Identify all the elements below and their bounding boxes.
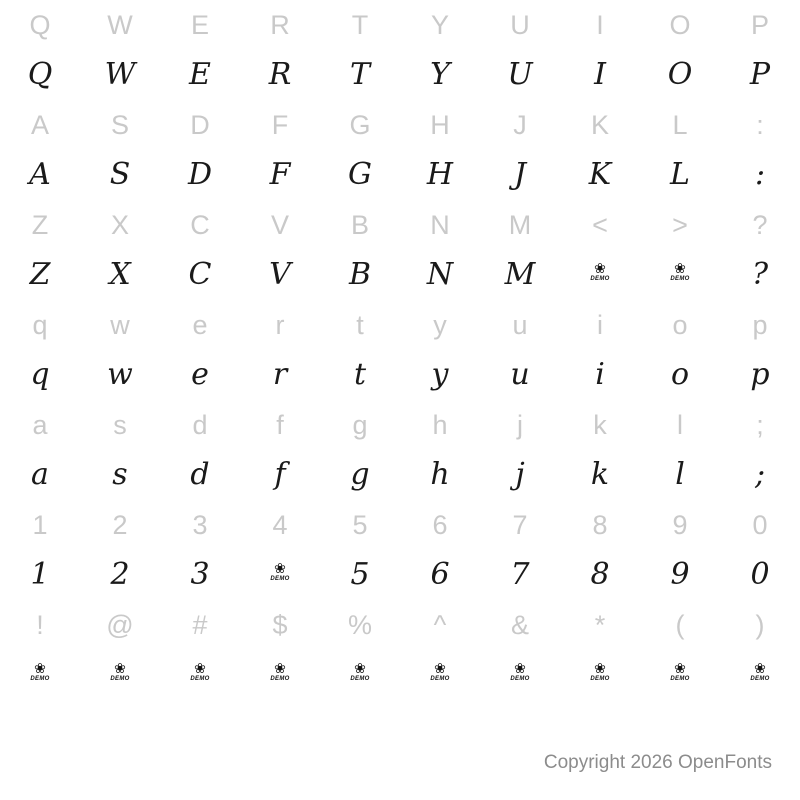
key-label: S — [110, 109, 129, 140]
glyph-sample: ; — [754, 457, 766, 492]
glyph-sample: y — [431, 357, 449, 392]
key-label: Z — [31, 209, 49, 240]
demo-stamp-label: DEMO — [190, 676, 210, 682]
demo-stamp-icon — [400, 650, 480, 700]
key-label: 1 — [32, 509, 48, 540]
key-label: p — [752, 309, 768, 340]
key-label: C — [190, 209, 210, 240]
demo-ornament-icon: ❀ — [274, 661, 286, 677]
glyph-sample: P — [749, 57, 771, 92]
glyph-sample: H — [426, 157, 454, 192]
demo-ornament-icon: ❀ — [594, 261, 606, 277]
key-label: g — [352, 409, 368, 440]
demo-stamp — [108, 662, 132, 688]
demo-ornament-icon: ❀ — [674, 661, 686, 677]
key-label: 2 — [112, 509, 128, 540]
demo-stamp-label: DEMO — [750, 676, 770, 682]
glyph-sample: t — [353, 357, 367, 392]
glyph-sample: ? — [751, 257, 769, 292]
demo-stamp-label: DEMO — [110, 676, 130, 682]
key-label-row — [0, 100, 800, 150]
demo-stamp — [428, 662, 452, 688]
key-label: y — [433, 309, 447, 340]
demo-ornament-icon: ❀ — [194, 661, 206, 677]
demo-stamp-icon — [480, 650, 560, 700]
demo-stamp — [668, 662, 692, 688]
glyph-sample: 6 — [430, 557, 450, 592]
demo-stamp — [268, 662, 292, 688]
glyph-sample: 7 — [510, 557, 530, 592]
demo-stamp-icon — [640, 250, 720, 300]
glyph-sample: w — [107, 357, 133, 392]
key-label: L — [672, 109, 688, 140]
key-label: t — [356, 309, 364, 340]
glyph-sample: Y — [430, 57, 450, 92]
key-label: T — [351, 9, 369, 40]
glyph-sample: l — [675, 457, 685, 492]
glyph-sample: 5 — [350, 557, 370, 592]
key-label: 8 — [592, 509, 608, 540]
demo-stamp-icon — [640, 650, 720, 700]
glyph-sample: R — [268, 57, 292, 92]
key-label: < — [592, 209, 608, 240]
demo-stamp-label: DEMO — [270, 576, 290, 582]
glyph-sample: j — [515, 457, 525, 492]
key-label: @ — [106, 609, 134, 640]
key-label: ; — [756, 409, 764, 440]
key-label: Y — [430, 9, 449, 40]
key-label-row — [0, 300, 800, 350]
glyph-sample: k — [590, 457, 610, 492]
demo-stamp-icon — [720, 650, 800, 700]
demo-ornament-icon: ❀ — [114, 661, 126, 677]
glyph-sample: U — [507, 57, 533, 92]
demo-stamp — [668, 262, 692, 288]
key-label: H — [430, 109, 450, 140]
key-label: ( — [675, 609, 685, 640]
glyph-sample: s — [112, 457, 128, 492]
key-label: E — [190, 9, 209, 40]
glyph-sample: W — [104, 57, 136, 92]
demo-stamp-label: DEMO — [670, 276, 690, 282]
demo-ornament-icon: ❀ — [34, 661, 46, 677]
glyph-sample: 3 — [190, 557, 210, 592]
glyph-sample: e — [191, 357, 209, 392]
key-label: U — [510, 9, 530, 40]
glyph-sample: X — [109, 257, 131, 292]
glyph-sample: O — [667, 57, 693, 92]
glyph-sample: V — [269, 257, 291, 292]
demo-stamp-icon — [560, 650, 640, 700]
glyph-sample: q — [30, 357, 50, 392]
key-label-row — [0, 400, 800, 450]
glyph-sample: d — [190, 457, 210, 492]
key-label-row — [0, 600, 800, 650]
demo-stamp-icon — [160, 650, 240, 700]
glyph-sample: o — [670, 357, 690, 392]
demo-stamp — [188, 662, 212, 688]
key-label: r — [275, 309, 285, 340]
glyph-sample: r — [272, 357, 288, 392]
key-label: k — [593, 409, 607, 440]
glyph-sample: Q — [27, 57, 53, 92]
glyph-sample: u — [510, 357, 530, 392]
glyph-row — [0, 450, 800, 500]
copyright-notice: Copyright 2026 OpenFonts — [543, 752, 772, 773]
demo-stamp-label: DEMO — [270, 676, 290, 682]
key-label: 3 — [192, 509, 208, 540]
key-label: M — [508, 209, 532, 240]
key-label: o — [672, 309, 688, 340]
key-label: A — [30, 109, 49, 140]
glyph-sample: E — [189, 57, 211, 92]
glyph-sample: 8 — [590, 557, 610, 592]
demo-ornament-icon: ❀ — [434, 661, 446, 677]
demo-ornament-icon: ❀ — [594, 661, 606, 677]
demo-stamp — [348, 662, 372, 688]
glyph-sample: h — [430, 457, 450, 492]
demo-stamp-icon — [0, 650, 80, 700]
glyph-sample: f — [274, 457, 286, 492]
glyph-sample: N — [426, 257, 454, 292]
demo-stamp-icon — [320, 650, 400, 700]
demo-stamp-label: DEMO — [670, 676, 690, 682]
key-label: ^ — [433, 609, 447, 640]
key-label: 6 — [432, 509, 448, 540]
demo-stamp — [588, 262, 612, 288]
glyph-row — [0, 250, 800, 300]
key-label: I — [596, 9, 604, 40]
demo-stamp-label: DEMO — [30, 676, 50, 682]
glyph-sample: J — [513, 157, 527, 192]
key-label: J — [513, 109, 527, 140]
key-label: V — [270, 209, 289, 240]
demo-ornament-icon: ❀ — [514, 661, 526, 677]
demo-ornament-icon: ❀ — [274, 561, 286, 577]
glyph-sample: i — [595, 357, 605, 392]
glyph-sample: 9 — [670, 557, 690, 592]
glyph-sample: 2 — [110, 557, 130, 592]
demo-stamp-label: DEMO — [590, 276, 610, 282]
key-label: $ — [272, 609, 288, 640]
key-label: # — [192, 609, 208, 640]
glyph-sample: L — [670, 157, 690, 192]
key-label: P — [750, 9, 769, 40]
key-label: d — [192, 409, 208, 440]
demo-ornament-icon: ❀ — [754, 661, 766, 677]
key-label: ? — [752, 209, 768, 240]
key-label: B — [350, 209, 369, 240]
glyph-sample: I — [594, 57, 606, 92]
key-label: > — [672, 209, 688, 240]
glyph-sample: F — [269, 157, 291, 192]
demo-stamp-label: DEMO — [430, 676, 450, 682]
glyph-sample: A — [29, 157, 51, 192]
key-label: e — [192, 309, 208, 340]
key-label: F — [271, 109, 289, 140]
key-label: ) — [755, 609, 765, 640]
demo-stamp-icon — [560, 250, 640, 300]
key-label: : — [756, 109, 764, 140]
glyph-sample: g — [350, 457, 370, 492]
glyph-row — [0, 550, 800, 600]
demo-stamp — [588, 662, 612, 688]
key-label: u — [512, 309, 528, 340]
key-label: h — [432, 409, 448, 440]
key-label: * — [594, 609, 606, 640]
glyph-row — [0, 650, 800, 700]
key-label: K — [590, 109, 609, 140]
key-label: 0 — [752, 509, 768, 540]
glyph-sample: B — [348, 257, 372, 292]
glyph-sample: M — [504, 257, 536, 292]
key-label: Q — [29, 9, 51, 40]
demo-stamp-label: DEMO — [510, 676, 530, 682]
glyph-sample: G — [348, 157, 372, 192]
demo-stamp — [748, 662, 772, 688]
glyph-row — [0, 350, 800, 400]
demo-stamp-icon — [240, 550, 320, 600]
demo-stamp-label: DEMO — [350, 676, 370, 682]
demo-stamp-icon — [80, 650, 160, 700]
glyph-sample: 1 — [30, 557, 50, 592]
key-label: 9 — [672, 509, 688, 540]
key-label: X — [110, 209, 129, 240]
key-label: j — [517, 409, 523, 440]
glyph-sample: D — [187, 157, 213, 192]
key-label: 4 — [272, 509, 288, 540]
glyph-sample: C — [188, 257, 212, 292]
key-label: O — [669, 9, 691, 40]
key-label-row — [0, 500, 800, 550]
key-label-row — [0, 200, 800, 250]
key-label: & — [510, 609, 529, 640]
demo-stamp-icon — [240, 650, 320, 700]
key-label: R — [270, 9, 290, 40]
key-label: ! — [36, 609, 44, 640]
demo-stamp — [28, 662, 52, 688]
key-label: W — [107, 9, 133, 40]
key-label-row — [0, 0, 800, 50]
key-label: f — [276, 409, 284, 440]
demo-stamp — [508, 662, 532, 688]
glyph-row — [0, 50, 800, 100]
demo-stamp-label: DEMO — [590, 676, 610, 682]
key-label: 7 — [512, 509, 528, 540]
glyph-row — [0, 150, 800, 200]
key-label: a — [32, 409, 48, 440]
key-label: i — [597, 309, 603, 340]
key-label: q — [32, 309, 48, 340]
glyph-sample: Z — [29, 257, 51, 292]
key-label: 5 — [352, 509, 368, 540]
key-label: N — [430, 209, 450, 240]
key-label: D — [190, 109, 210, 140]
key-label: w — [110, 309, 130, 340]
glyph-sample: p — [750, 357, 770, 392]
glyph-sample: K — [588, 157, 612, 192]
glyph-sample: : — [754, 157, 766, 192]
glyph-sample: a — [31, 457, 49, 492]
glyph-sample: T — [349, 57, 370, 92]
glyph-sample: S — [109, 157, 131, 192]
key-label: % — [347, 609, 372, 640]
key-label: s — [113, 409, 127, 440]
demo-stamp — [268, 562, 292, 588]
demo-ornament-icon: ❀ — [354, 661, 366, 677]
key-label: l — [677, 409, 683, 440]
key-label: G — [349, 109, 371, 140]
demo-ornament-icon: ❀ — [674, 261, 686, 277]
glyph-sample: 0 — [750, 557, 770, 592]
